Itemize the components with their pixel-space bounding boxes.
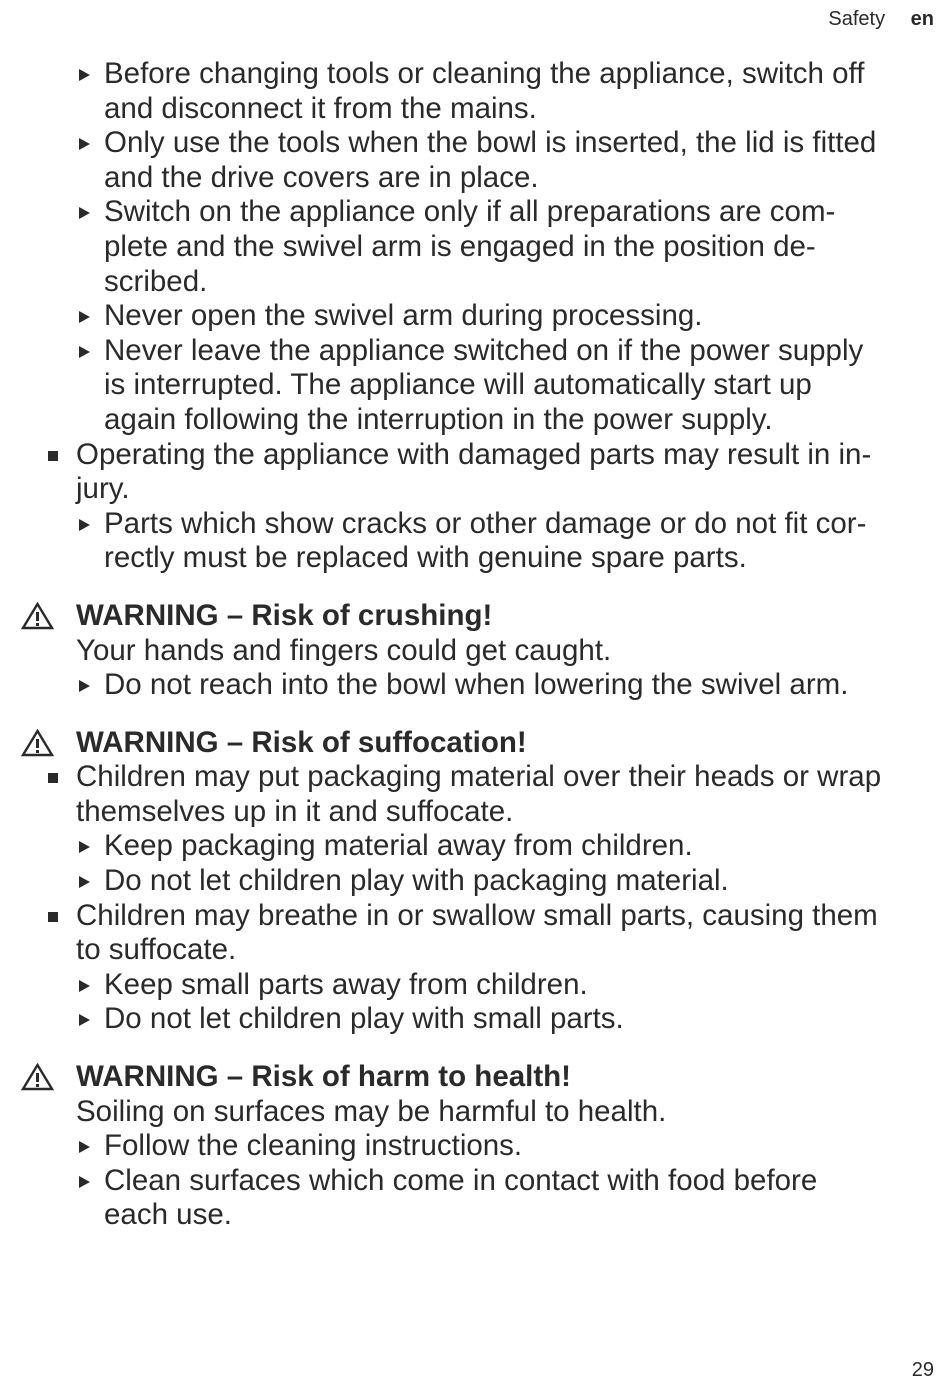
line-text: Keep small parts away from children. <box>104 967 588 1001</box>
line-text: Operating the appliance with damaged parts may result in in- <box>76 437 872 471</box>
line-text: Your hands and fingers could get caught. <box>76 633 612 667</box>
triangle-bullet-icon <box>79 519 90 531</box>
section-title: Safety <box>828 8 886 30</box>
triangle-bullet-icon <box>79 980 90 992</box>
line-text: plete and the swivel arm is engaged in the position de- <box>104 229 816 263</box>
warning-icon <box>21 602 54 630</box>
hazard-bullet <box>0 899 950 934</box>
line-text: each use. <box>104 1198 232 1232</box>
line-text: jury. <box>76 472 130 506</box>
line-text: Before changing tools or cleaning the appliance, switch off <box>104 57 865 90</box>
warning-heading <box>0 1060 950 1095</box>
line-text: Children may breathe in or swallow small parts, causing them <box>76 898 878 932</box>
line-text: Never open the swivel arm during processing. <box>104 299 703 333</box>
line-text: rectly must be replaced with genuine spare parts. <box>104 541 747 575</box>
triangle-bullet-icon <box>79 1141 90 1153</box>
warning-heading <box>0 726 950 761</box>
warning-description <box>0 634 950 669</box>
action-step <box>0 864 950 899</box>
triangle-bullet-icon <box>79 207 90 219</box>
warning-icon <box>21 729 54 757</box>
hazard-bullet <box>0 438 950 473</box>
triangle-bullet-icon <box>79 311 90 323</box>
action-step <box>0 507 950 542</box>
line-text: Do not reach into the bowl when lowering the swivel arm. <box>104 668 849 702</box>
line-text: is interrupted. The appliance will automatically start up <box>104 368 812 402</box>
action-step <box>0 829 950 864</box>
triangle-bullet-icon <box>79 680 90 692</box>
line-text: Never leave the appliance switched on if the power supply <box>104 333 864 367</box>
line-text: scribed. <box>104 264 208 298</box>
line-text: Do not let children play with packaging material. <box>104 864 729 898</box>
action-step-continuation <box>0 92 950 127</box>
action-step-continuation <box>0 541 950 576</box>
line-text: to suffocate. <box>76 933 237 967</box>
triangle-bullet-icon <box>79 138 90 150</box>
line-text: Parts which show cracks or other damage or do not fit cor- <box>104 506 867 540</box>
triangle-bullet-icon <box>79 69 90 81</box>
hazard-bullet-continuation <box>0 933 950 968</box>
action-step <box>0 1129 950 1164</box>
triangle-bullet-icon <box>79 1176 90 1188</box>
action-step <box>0 299 950 334</box>
action-step <box>0 968 950 1003</box>
square-bullet-icon <box>48 773 58 783</box>
triangle-bullet-icon <box>79 841 90 853</box>
triangle-bullet-icon <box>79 346 90 358</box>
action-step <box>0 195 950 230</box>
line-text: themselves up in it and suffocate. <box>76 794 514 828</box>
action-step-continuation <box>0 265 950 300</box>
line-text: again following the interruption in the power supply. <box>104 402 773 436</box>
action-step <box>0 334 950 369</box>
line-text: WARNING – Risk of crushing! <box>76 598 493 632</box>
line-text: and the drive covers are in place. <box>104 160 539 194</box>
action-step-continuation <box>0 230 950 265</box>
line-text: Follow the cleaning instructions. <box>104 1129 523 1163</box>
line-text: WARNING – Risk of harm to health! <box>76 1060 571 1094</box>
action-step-continuation <box>0 161 950 196</box>
warning-icon <box>21 1063 54 1091</box>
line-text: Soiling on surfaces may be harmful to health. <box>76 1094 667 1128</box>
action-step-continuation <box>0 1198 950 1233</box>
line-text: and disconnect it from the mains. <box>104 91 537 125</box>
hazard-bullet-continuation <box>0 795 950 830</box>
page-number: 29 <box>911 1359 934 1381</box>
line-text: Switch on the appliance only if all preparations are com- <box>104 195 836 229</box>
action-step <box>0 1164 950 1199</box>
action-step <box>0 668 950 703</box>
triangle-bullet-icon <box>79 876 90 888</box>
line-text: Keep packaging material away from children. <box>104 829 693 863</box>
action-step <box>0 126 950 161</box>
language-code: en <box>910 8 934 30</box>
page-header <box>828 8 934 31</box>
line-text: Children may put packaging material over their heads or wrap <box>76 760 882 794</box>
line-text: WARNING – Risk of suffocation! <box>76 725 527 759</box>
line-text: Do not let children play with small parts. <box>104 1002 624 1036</box>
hazard-bullet-continuation <box>0 472 950 507</box>
action-step-continuation <box>0 403 950 438</box>
safety-instructions <box>0 57 950 1233</box>
action-step <box>0 1002 950 1037</box>
warning-heading <box>0 599 950 634</box>
line-text: Only use the tools when the bowl is inserted, the lid is fitted <box>104 126 877 160</box>
triangle-bullet-icon <box>79 1014 90 1026</box>
square-bullet-icon <box>48 451 58 461</box>
action-step-continuation <box>0 368 950 403</box>
action-step <box>0 57 950 92</box>
square-bullet-icon <box>48 912 58 922</box>
line-text: Clean surfaces which come in contact with food before <box>104 1163 818 1197</box>
warning-description <box>0 1095 950 1130</box>
hazard-bullet <box>0 760 950 795</box>
